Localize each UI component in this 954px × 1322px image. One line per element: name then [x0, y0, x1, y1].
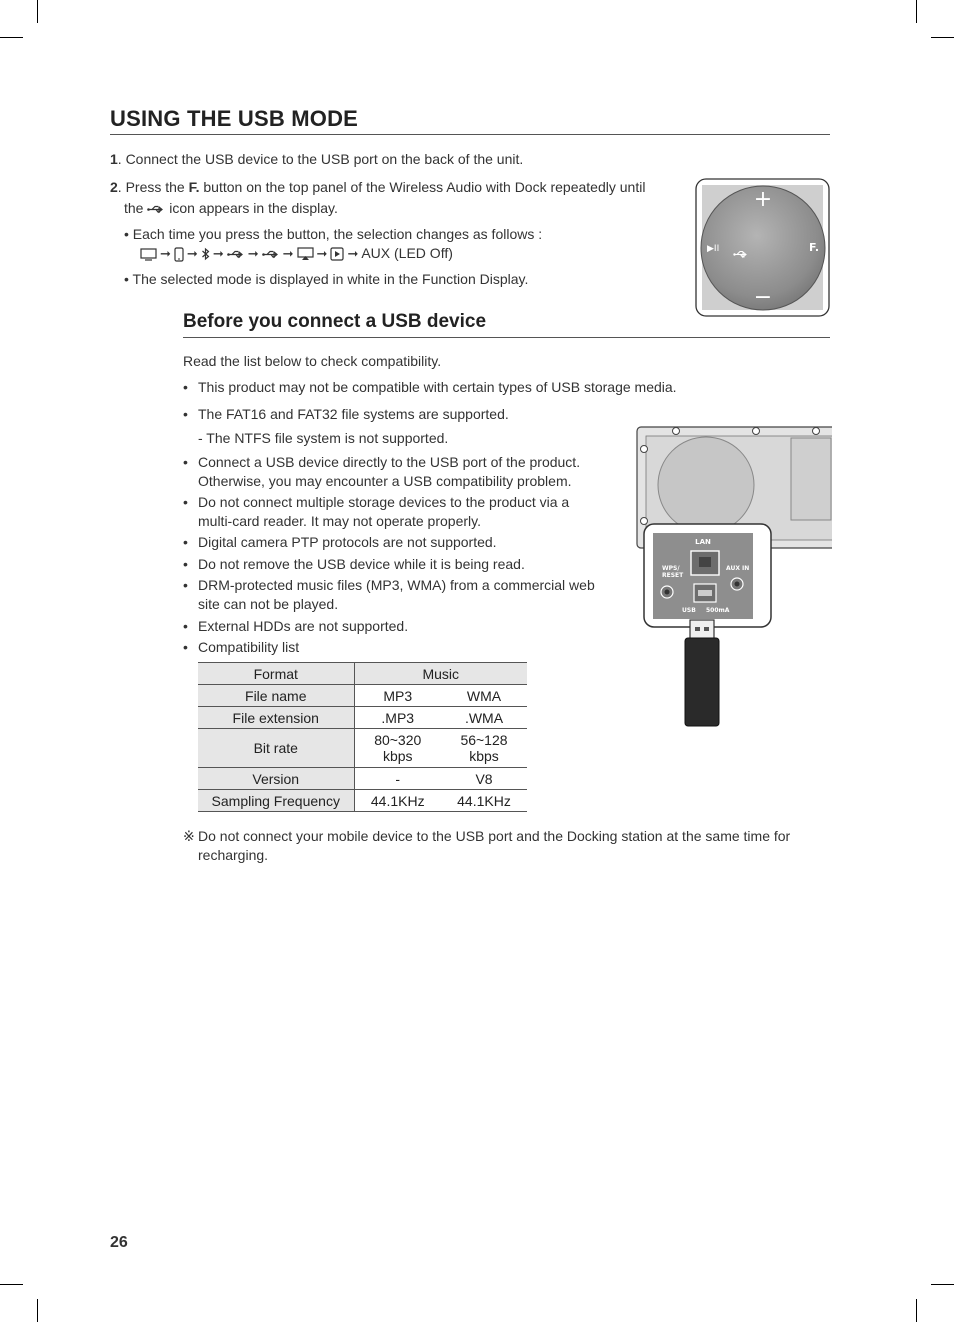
tv-icon [140, 248, 157, 261]
bullet-selected-mode: • The selected mode is displayed in white in the Function Display. [124, 271, 529, 287]
top-panel-illustration [695, 178, 831, 318]
phone-icon [174, 247, 184, 262]
table-row [198, 768, 527, 790]
table-row [198, 663, 527, 685]
list-item: • External HDDs are not supported. [183, 618, 409, 634]
page-title: USING THE USB MODE [110, 106, 359, 131]
table-row [198, 685, 527, 707]
table-cell: .MP3 [354, 707, 441, 729]
arrow-icon: ➞ [282, 246, 294, 261]
usb-port-label: USB [682, 607, 696, 614]
table-cell: V8 [441, 768, 527, 790]
table-header-format: Format [198, 663, 354, 685]
bluetooth-icon [201, 247, 210, 261]
function-button-icon: F. [188, 179, 200, 195]
list-item: • Digital camera PTP protocols are not supported. [183, 534, 497, 550]
minus-icon: − [753, 285, 773, 310]
table-row-label: Version [198, 768, 354, 790]
usb-icon [262, 250, 280, 259]
list-item: • Do not remove the USB device while it is being read. [183, 556, 525, 572]
list-item: • This product may not be compatible with certain types of USB storage media. [183, 379, 677, 395]
table-cell: 80~320 kbps [354, 729, 441, 768]
list-item: • Connect a USB device directly to the USB port of the product. Otherwise, you may encounter a USB compatibility problem. [183, 454, 581, 489]
lan-label: LAN [695, 538, 711, 546]
table-row-label: File name [198, 685, 354, 707]
current-label: 500mA [706, 607, 730, 614]
section-heading: Before you connect a USB device [183, 311, 487, 332]
table-row-label: File extension [198, 707, 354, 729]
table-row-label: Bit rate [198, 729, 354, 768]
note [183, 827, 790, 865]
usb-icon [227, 250, 245, 259]
note-mark: ※ [183, 828, 195, 844]
page-number: 26 [110, 1234, 128, 1251]
note-line: Do not connect your mobile device to the USB port and the Docking station at the same time for [198, 828, 791, 844]
step-text: button on the top panel of the Wireless Audio with Dock repeatedly until [203, 179, 646, 195]
list-item: • Do not connect multiple storage devices to the product via a multi-card reader. It may not operate properly. [183, 494, 570, 529]
step-text: icon appears in the display. [169, 200, 338, 216]
table-cell: 44.1KHz [354, 790, 441, 812]
intro-text: Read the list below to check compatibility. [183, 353, 442, 369]
step-text: . Press the [117, 179, 185, 195]
arrow-icon: ➞ [186, 246, 198, 261]
table-cell: - [354, 768, 441, 790]
step-number: 2 [110, 179, 118, 195]
note-line: recharging. [198, 847, 269, 863]
arrow-icon: ➞ [347, 246, 359, 261]
compatibility-table [198, 662, 527, 812]
table-cell: .WMA [441, 707, 527, 729]
reset-label: RESET [662, 572, 684, 579]
aux-led-off: AUX (LED Off) [361, 245, 453, 261]
list-item: • The FAT16 and FAT32 file systems are supported. [183, 406, 509, 422]
arrow-icon: ➞ [316, 246, 328, 261]
arrow-icon: ➞ [160, 246, 171, 261]
mode-sequence [140, 244, 453, 263]
table-row [198, 790, 527, 812]
aux-in-label: AUX IN [726, 565, 750, 572]
step-text: . Connect the USB device to the USB port on the back of the unit. [117, 151, 524, 167]
function-button-icon: F. [809, 241, 820, 254]
arrow-icon: ➞ [212, 246, 224, 261]
arrow-icon: ➞ [247, 246, 259, 261]
list-item: • Compatibility list [183, 639, 300, 655]
rear-panel-illustration [636, 424, 832, 730]
sub-list-item: - The NTFS file system is not supported. [198, 430, 449, 446]
plus-icon: + [753, 187, 773, 212]
step-number: 1 [110, 151, 118, 167]
table-cell: MP3 [354, 685, 441, 707]
table-header-music: Music [354, 663, 527, 685]
step-1 [110, 150, 523, 169]
table-row [198, 707, 527, 729]
airplay-icon [297, 247, 314, 261]
step-text: the [124, 200, 144, 216]
wps-label: WPS/ [662, 565, 680, 572]
table-row-label: Sampling Frequency [198, 790, 354, 812]
table-cell: WMA [441, 685, 527, 707]
list-item: • DRM-protected music files (MP3, WMA) from a commercial web site can not be played. [183, 577, 595, 612]
step-2 [110, 178, 645, 197]
table-row [198, 729, 527, 768]
section-rule [183, 337, 830, 338]
dock-icon [330, 247, 344, 261]
step-2-line2 [124, 199, 338, 218]
table-cell: 56~128 kbps [441, 729, 527, 768]
usb-icon [147, 205, 165, 214]
play-pause-icon: ▶II [707, 244, 720, 254]
table-cell: 44.1KHz [441, 790, 527, 812]
title-rule [110, 134, 830, 135]
bullet-selection: • Each time you press the button, the selection changes as follows : [124, 226, 543, 242]
